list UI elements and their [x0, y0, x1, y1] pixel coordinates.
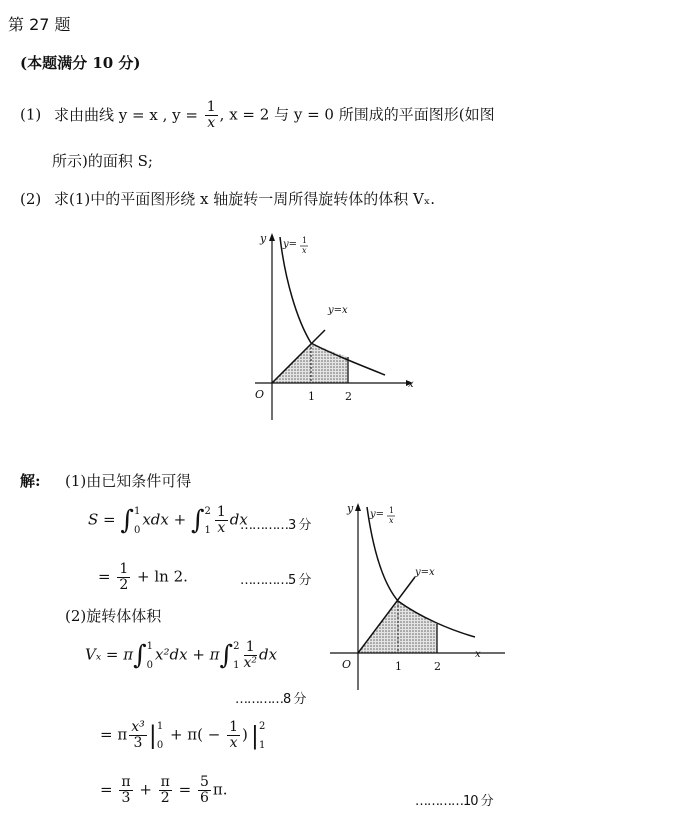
bottom-figure — [325, 495, 525, 695]
vint2-tail: dx — [258, 645, 278, 664]
curve-label-num: 1 — [302, 236, 308, 245]
score-5: …………5 分 — [240, 573, 311, 588]
vint1-limits — [147, 641, 153, 671]
eq-pi: = π — [100, 725, 128, 744]
frac-num: 1 — [119, 561, 129, 577]
x3-over-3 — [129, 720, 147, 751]
solution-step2-label: (2)旋转体体积 — [65, 607, 162, 625]
curve-label: y= — [370, 509, 385, 520]
score-8: …………8 分 — [235, 692, 306, 707]
tick-1-label: 1 — [308, 390, 315, 403]
curve-label-den: x — [389, 516, 394, 525]
part1-fraction — [205, 100, 218, 131]
frac-num: 1 — [229, 719, 239, 735]
five-sixths — [198, 775, 211, 806]
part2-text: 求(1)中的平面图形绕 x 轴旋转一周所得旋转体的体积 Vₓ. — [54, 190, 436, 208]
pi-over-3 — [119, 775, 132, 806]
curve-label-num: 1 — [389, 506, 395, 515]
pi-over-2 — [159, 775, 172, 806]
frac-den: 2 — [160, 790, 170, 806]
integral-sign: ∫ — [133, 640, 147, 671]
eval2-upper: 2 — [258, 720, 266, 732]
line-label: y=x — [328, 305, 348, 316]
frac-den: x — [217, 520, 226, 536]
curve-label: y= — [283, 239, 298, 250]
tick-1-label: 1 — [395, 660, 402, 673]
frac-num: 1 — [245, 639, 255, 655]
eq-sign: = — [98, 567, 116, 586]
frac-num: x³ — [131, 719, 145, 735]
part2-line — [20, 188, 435, 209]
frac-den: 3 — [121, 790, 131, 806]
origin-label: O — [342, 658, 352, 671]
axis-x-label: x — [475, 649, 481, 660]
integral-sign: ∫ — [120, 505, 134, 536]
integral-sign: ∫ — [190, 505, 205, 536]
vint1-lower: 0 — [146, 659, 154, 671]
eval-bar-2: | — [250, 721, 259, 750]
frac-num: π — [121, 774, 131, 790]
y-axis-arrow — [269, 233, 275, 241]
vint2-fraction — [243, 640, 257, 671]
vint2-lower: 1 — [233, 659, 240, 671]
axis-x-label: x — [408, 379, 414, 390]
eval1-upper: 1 — [156, 720, 164, 732]
area-integral — [88, 505, 248, 536]
question-title: 第 27 题 — [8, 15, 71, 34]
part1-line1 — [20, 100, 495, 131]
axis-y-label: y — [347, 502, 354, 515]
vint2-upper: 2 — [233, 640, 240, 652]
tick-2-label: 2 — [434, 660, 441, 673]
tick-2-label: 2 — [345, 390, 352, 403]
vint1-upper: 1 — [146, 640, 154, 652]
solution-step1-label: (1)由已知条件可得 — [65, 472, 192, 490]
int2-fraction — [215, 505, 228, 536]
frac-num: π — [160, 774, 170, 790]
part1-line2: 所示)的面积 S; — [52, 152, 153, 170]
origin-label: O — [255, 388, 265, 401]
int1-upper: 1 — [133, 505, 141, 517]
part2-label: (2) — [20, 190, 42, 208]
pi-tail: π. — [212, 780, 228, 799]
curve-label-den: x — [302, 246, 307, 255]
volume-integral — [85, 640, 277, 671]
int1-body: xdx + — [142, 510, 191, 529]
eval-mid: + π( − — [165, 725, 226, 744]
S-lhs: S = — [88, 510, 121, 529]
top-figure — [225, 225, 425, 425]
frac-den: x — [229, 735, 238, 751]
frac-num: 1 — [216, 504, 226, 520]
eval2-limits — [259, 721, 265, 751]
plus-sign: + — [134, 780, 157, 799]
axis-y-label: y — [260, 232, 267, 245]
int1-lower: 0 — [133, 524, 141, 536]
area-result — [98, 562, 188, 593]
half-fraction — [117, 562, 130, 593]
eval1-lower: 0 — [156, 739, 164, 751]
frac-den: 3 — [133, 735, 143, 751]
int2-tail: dx — [229, 510, 248, 529]
y-axis-arrow — [355, 503, 361, 511]
score-note: (本题满分 10 分) — [20, 54, 141, 72]
line-label: y=x — [415, 567, 435, 578]
int2-lower: 1 — [204, 524, 211, 536]
integral-sign: ∫ — [219, 640, 234, 671]
eval-bar-1: | — [148, 721, 157, 750]
part1-label: (1) — [20, 105, 42, 124]
frac-den: 6 — [199, 790, 209, 806]
frac-num: 1 — [206, 99, 216, 115]
solution-label: 解: — [20, 472, 41, 490]
int2-limits — [205, 506, 211, 536]
part1-text-rest: , x = 2 与 y = 0 所围成的平面图形(如图 — [219, 105, 495, 124]
frac-den: x — [207, 115, 216, 131]
ln-term: + ln 2. — [132, 567, 188, 586]
neg-one-over-x — [227, 720, 240, 751]
score-3: …………3 分 — [240, 518, 311, 533]
shaded-region — [272, 343, 348, 383]
eq-sign: = — [100, 780, 118, 799]
eval1-limits — [157, 721, 163, 751]
volume-final — [100, 775, 228, 806]
vint2-limits — [233, 641, 239, 671]
frac-den: 2 — [119, 577, 129, 593]
eval-close: ) — [242, 725, 248, 744]
V-lhs: Vₓ = π — [85, 645, 134, 664]
frac-num: 5 — [199, 774, 209, 790]
eval2-lower: 1 — [258, 739, 266, 751]
frac-den: x² — [243, 655, 257, 671]
eq-sign: = — [173, 780, 196, 799]
part1-text: 求由曲线 y = x , y = — [54, 105, 203, 124]
score-10: …………10 分 — [415, 794, 493, 809]
vint1-body: x²dx + π — [155, 645, 220, 664]
volume-evaluation — [100, 720, 267, 751]
int1-limits — [134, 506, 140, 536]
int2-upper: 2 — [204, 505, 211, 517]
